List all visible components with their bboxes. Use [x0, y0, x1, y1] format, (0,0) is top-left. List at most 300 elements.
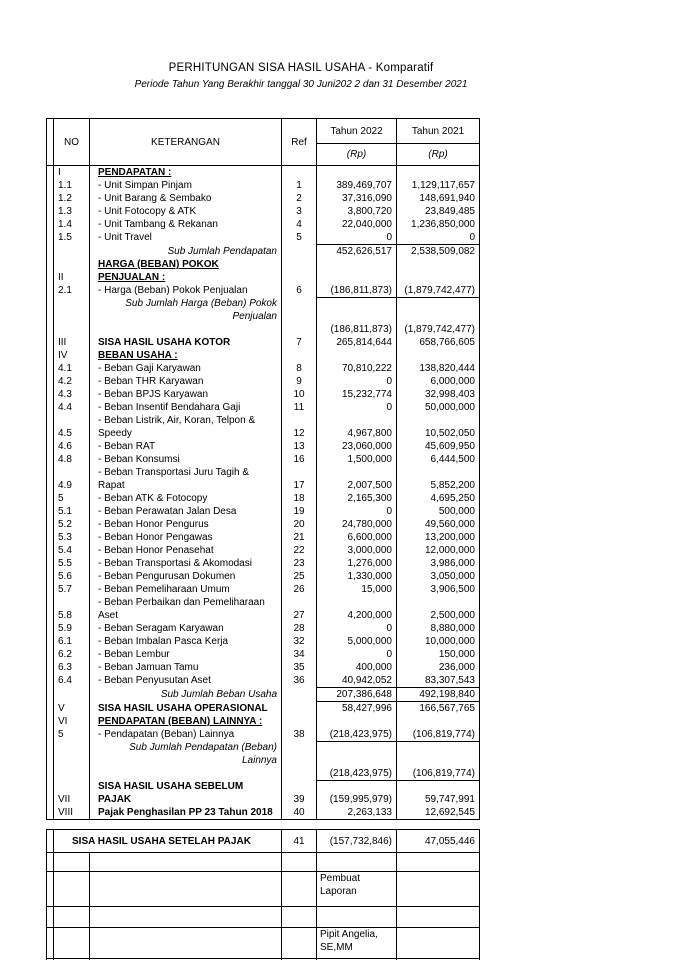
- signer-name-cell: Pipit Angelia, SE,MM: [317, 928, 397, 958]
- row-value-2022: 0: [317, 375, 397, 388]
- row-label: - Beban Imbalan Pasca Kerja: [90, 635, 282, 648]
- row-ref: 27: [282, 596, 317, 622]
- row-label: - Beban THR Karyawan: [90, 375, 282, 388]
- row-edge-cell: [47, 244, 54, 258]
- row-no: 4.3: [54, 388, 90, 401]
- row-label: - Beban Seragam Karyawan: [90, 622, 282, 635]
- table-row: [47, 179, 479, 192]
- table-row: [47, 622, 479, 635]
- row-label: - Unit Travel: [90, 231, 282, 244]
- row-label: PENDAPATAN :: [90, 166, 282, 179]
- row-value-2021: 12,692,545: [424, 807, 475, 818]
- shu-table: [46, 118, 480, 820]
- row-no: III: [54, 336, 90, 349]
- row-no: 5.8: [54, 596, 90, 622]
- table-row: [47, 205, 479, 218]
- row-value-2022: 400,000: [317, 661, 397, 674]
- row-edge-cell: [47, 780, 54, 806]
- table-header: [47, 119, 479, 166]
- row-edge-cell: [47, 648, 54, 661]
- header-year-2022-label: Tahun 2022: [317, 120, 396, 144]
- signature-spacer-row: [47, 853, 479, 872]
- row-edge-cell: [47, 570, 54, 583]
- row-ref: [282, 701, 317, 715]
- row-value-2021: 492,198,840: [397, 687, 479, 701]
- row-value-2021: 10,000,000: [424, 636, 475, 647]
- row-value-2021: [397, 166, 479, 179]
- row-label: Sub Jumlah Harga (Beban) Pokok Penjualan: [90, 297, 282, 336]
- row-value-2021: 49,560,000: [424, 519, 475, 530]
- total-ref: 41: [282, 830, 317, 852]
- row-value-2021: 166,567,765: [397, 701, 479, 715]
- row-ref: 19: [282, 505, 317, 518]
- row-label: - Pendapatan (Beban) Lainnya: [90, 728, 282, 741]
- row-edge-cell: [47, 635, 54, 648]
- row-label: - Beban ATK & Fotocopy: [90, 492, 282, 505]
- footer-cell: [397, 907, 479, 927]
- row-value-2021: 59,747,991: [397, 780, 479, 806]
- row-value-2022: 5,000,000: [317, 635, 397, 648]
- row-edge-cell: [47, 622, 54, 635]
- row-label: SISA HASIL USAHA OPERASIONAL: [90, 701, 282, 715]
- header-unit-rp-2022: (Rp): [346, 148, 367, 160]
- row-no: [54, 297, 90, 336]
- row-label: Sub Jumlah Pendapatan: [90, 244, 282, 258]
- row-label: - Unit Barang & Sembako: [90, 192, 282, 205]
- footer-cell: [282, 853, 317, 871]
- row-edge-cell: [47, 583, 54, 596]
- row-value-2022: 70,810,222: [317, 362, 397, 375]
- row-edge-cell: [47, 205, 54, 218]
- row-label: SISA HASIL USAHA KOTOR: [90, 336, 282, 349]
- footer-cell: [90, 907, 282, 927]
- row-label: - Unit Tambang & Rekanan: [90, 218, 282, 231]
- row-value-2021: 2,500,000: [430, 610, 475, 621]
- row-value-2022: 40,942,052: [317, 674, 397, 687]
- row-edge-cell: [47, 557, 54, 570]
- total-edge-cell: [47, 830, 54, 852]
- header-cell-keterangan: KETERANGAN: [90, 119, 282, 165]
- row-ref: 13: [282, 440, 317, 453]
- table-row: [47, 648, 479, 661]
- row-value-2022: (159,995,979): [317, 780, 397, 806]
- row-label: BEBAN USAHA :: [90, 349, 282, 362]
- row-edge-cell: [47, 231, 54, 244]
- report-subtitle: Periode Tahun Yang Berakhir tanggal 30 Juni202 2 dan 31 Desember 2021: [134, 79, 468, 90]
- row-value-2022: 0: [317, 401, 397, 414]
- row-no: 2.1: [54, 284, 90, 297]
- row-label: HARGA (BEBAN) POKOK PENJUALAN :: [90, 258, 282, 284]
- row-no: 6.3: [54, 661, 90, 674]
- row-edge-cell: [47, 701, 54, 715]
- row-value-2021: 1,236,850,000: [411, 219, 475, 230]
- row-edge-cell: [47, 596, 54, 622]
- maker-label-cell: Pembuat Laporan: [317, 872, 397, 906]
- table-row: [47, 336, 479, 349]
- row-value-2022: 389,469,707: [317, 179, 397, 192]
- row-ref: [282, 244, 317, 258]
- row-value-2022: (186,811,873): [317, 297, 397, 336]
- row-ref: 18: [282, 492, 317, 505]
- row-label: - Beban Honor Pengurus: [90, 518, 282, 531]
- footer-edge-cell: [47, 872, 54, 906]
- row-value-2021: (106,819,774): [397, 741, 479, 780]
- footer-cell: [282, 907, 317, 927]
- row-ref: 26: [282, 583, 317, 596]
- row-edge-cell: [47, 284, 54, 297]
- row-no: VIII: [54, 806, 90, 819]
- row-value-2022: 0: [317, 622, 397, 635]
- row-ref: [282, 258, 317, 284]
- row-no: 5: [54, 728, 90, 741]
- row-value-2022: 4,967,800: [317, 414, 397, 440]
- row-edge-cell: [47, 414, 54, 440]
- row-edge-cell: [47, 401, 54, 414]
- row-ref: 8: [282, 362, 317, 375]
- row-ref: 39: [282, 780, 317, 806]
- row-no: 5.6: [54, 570, 90, 583]
- row-edge-cell: [47, 258, 54, 284]
- row-edge-cell: [47, 192, 54, 205]
- row-edge-cell: [47, 715, 54, 728]
- row-ref: 36: [282, 674, 317, 687]
- row-value-2021: 236,000: [438, 662, 475, 673]
- row-no: 4.6: [54, 440, 90, 453]
- footer-cell: [397, 853, 479, 871]
- row-edge-cell: [47, 453, 54, 466]
- row-label: - Beban Perawatan Jalan Desa: [90, 505, 282, 518]
- row-label: - Beban Gaji Karyawan: [90, 362, 282, 375]
- table-row: [47, 557, 479, 570]
- row-ref: 6: [282, 284, 317, 297]
- row-no: 5.9: [54, 622, 90, 635]
- row-value-2022: 0: [317, 648, 397, 661]
- total-label: SISA HASIL USAHA SETELAH PAJAK: [54, 830, 282, 852]
- table-row: [47, 715, 479, 728]
- table-row: [47, 231, 479, 244]
- row-value-2022: 24,780,000: [317, 518, 397, 531]
- header-cell-no: NO: [54, 119, 90, 165]
- row-value-2022: 22,040,000: [317, 218, 397, 231]
- row-edge-cell: [47, 661, 54, 674]
- row-value-2022: (218,423,975): [317, 741, 397, 780]
- table-row: [47, 674, 479, 687]
- row-no: 4.1: [54, 362, 90, 375]
- row-ref: [282, 166, 317, 179]
- row-edge-cell: [47, 687, 54, 701]
- row-value-2021: 83,307,543: [424, 675, 475, 686]
- row-value-2021: 138,820,444: [419, 363, 475, 374]
- row-ref: 22: [282, 544, 317, 557]
- row-label: - Beban Insentif Bendahara Gaji: [90, 401, 282, 414]
- row-edge-cell: [47, 544, 54, 557]
- row-value-2021: 150,000: [438, 649, 475, 660]
- row-value-2021: 3,050,000: [430, 571, 475, 582]
- row-ref: 3: [282, 205, 317, 218]
- row-value-2022: 4,200,000: [317, 596, 397, 622]
- table-row: [47, 806, 479, 819]
- row-no: VII: [54, 780, 90, 806]
- row-edge-cell: [47, 466, 54, 492]
- row-no: 5: [54, 492, 90, 505]
- row-label: - Beban Honor Pengawas: [90, 531, 282, 544]
- table-row: [47, 492, 479, 505]
- row-ref: 28: [282, 622, 317, 635]
- row-value-2021: 13,200,000: [424, 532, 475, 543]
- row-ref: 11: [282, 401, 317, 414]
- row-value-2021: 12,000,000: [424, 545, 475, 556]
- row-value-2021: 2,538,509,082: [397, 244, 479, 258]
- row-no: V: [54, 701, 90, 715]
- row-no: I: [54, 166, 90, 179]
- row-no: 6.4: [54, 674, 90, 687]
- row-value-2021: 6,000,000: [430, 376, 475, 387]
- row-edge-cell: [47, 362, 54, 375]
- row-no: 4.4: [54, 401, 90, 414]
- row-no: 5.4: [54, 544, 90, 557]
- row-label: - Unit Simpan Pinjam: [90, 179, 282, 192]
- footer-edge-cell: [47, 928, 54, 958]
- row-ref: 5: [282, 231, 317, 244]
- table-row: [47, 414, 479, 440]
- row-ref: [282, 349, 317, 362]
- table-row: [47, 453, 479, 466]
- row-label: - Beban Pengurusan Dokumen: [90, 570, 282, 583]
- signature-area: [46, 853, 480, 960]
- row-edge-cell: [47, 492, 54, 505]
- row-ref: 2: [282, 192, 317, 205]
- row-value-2021: 8,880,000: [430, 623, 475, 634]
- row-no: 4.2: [54, 375, 90, 388]
- row-edge-cell: [47, 728, 54, 741]
- row-label: - Beban BPJS Karyawan: [90, 388, 282, 401]
- row-value-2021: 3,906,500: [430, 584, 475, 595]
- row-value-2021: [397, 715, 479, 728]
- row-value-2022: 2,263,133: [317, 806, 397, 819]
- row-ref: 12: [282, 414, 317, 440]
- row-no: VI: [54, 715, 90, 728]
- row-edge-cell: [47, 375, 54, 388]
- row-value-2021: 23,849,485: [424, 206, 475, 217]
- row-value-2021: 148,691,940: [419, 193, 475, 204]
- row-no: 1.3: [54, 205, 90, 218]
- table-row: [47, 258, 479, 284]
- table-row: [47, 362, 479, 375]
- table-body: [47, 166, 479, 819]
- table-row: [47, 583, 479, 596]
- table-row: [47, 505, 479, 518]
- row-value-2022: 2,165,300: [317, 492, 397, 505]
- row-value-2021: [397, 349, 479, 362]
- shu-statement: [46, 118, 480, 960]
- row-label: - Beban RAT: [90, 440, 282, 453]
- row-value-2021: 50,000,000: [424, 402, 475, 413]
- row-edge-cell: [47, 741, 54, 780]
- row-edge-cell: [47, 531, 54, 544]
- row-label: - Unit Fotocopy & ATK: [90, 205, 282, 218]
- signer-row: [47, 928, 479, 959]
- total-value-2022: (157,732,846): [317, 830, 397, 852]
- row-no: 1.1: [54, 179, 90, 192]
- row-edge-cell: [47, 674, 54, 687]
- row-label: - Beban Perbaikan dan Pemeliharaan Aset: [90, 596, 282, 622]
- table-row: [47, 297, 479, 336]
- table-row: [47, 570, 479, 583]
- row-no: 6.2: [54, 648, 90, 661]
- row-value-2022: 3,000,000: [317, 544, 397, 557]
- row-value-2021: 5,852,200: [430, 480, 475, 491]
- maker-row: [47, 872, 479, 907]
- footer-edge-cell: [47, 853, 54, 871]
- footer-cell: [54, 928, 90, 958]
- row-value-2022: 15,000: [317, 583, 397, 596]
- row-ref: 4: [282, 218, 317, 231]
- footer-cell: [90, 928, 282, 958]
- row-ref: 17: [282, 466, 317, 492]
- row-value-2022: 23,060,000: [317, 440, 397, 453]
- table-row: [47, 466, 479, 492]
- row-label: - Harga (Beban) Pokok Penjualan: [90, 284, 282, 297]
- footer-cell: [90, 853, 282, 871]
- row-no: 5.2: [54, 518, 90, 531]
- row-label: - Beban Penyusutan Aset: [90, 674, 282, 687]
- row-value-2021: 6,444,500: [430, 454, 475, 465]
- row-label: PENDAPATAN (BEBAN) LAINNYA :: [90, 715, 282, 728]
- row-no: 4.5: [54, 414, 90, 440]
- row-value-2021: [397, 258, 479, 284]
- row-value-2021: 32,998,403: [424, 389, 475, 400]
- row-edge-cell: [47, 518, 54, 531]
- row-ref: 40: [282, 806, 317, 819]
- row-value-2022: 1,330,000: [317, 570, 397, 583]
- row-value-2021: 4,695,250: [430, 493, 475, 504]
- row-value-2022: 37,316,090: [317, 192, 397, 205]
- row-ref: 16: [282, 453, 317, 466]
- row-value-2022: 207,386,648: [317, 687, 397, 701]
- total-value-2021: 47,055,446: [424, 835, 475, 847]
- row-ref: 34: [282, 648, 317, 661]
- footer-cell: [54, 853, 90, 871]
- row-label: - Beban Transportasi Juru Tagih & Rapat: [90, 466, 282, 492]
- row-ref: [282, 687, 317, 701]
- row-edge-cell: [47, 505, 54, 518]
- header-edge-cell: [47, 119, 54, 165]
- row-no: 4.8: [54, 453, 90, 466]
- row-value-2022: [317, 166, 397, 179]
- header-year-2021-label: Tahun 2021: [397, 120, 479, 144]
- footer-cell: [317, 907, 397, 927]
- row-ref: [282, 297, 317, 336]
- row-value-2021: (106,819,774): [412, 729, 475, 740]
- row-label: Sub Jumlah Beban Usaha: [90, 687, 282, 701]
- row-value-2021: 3,986,000: [430, 558, 475, 569]
- table-row: [47, 635, 479, 648]
- footer-cell: [90, 872, 282, 906]
- row-ref: 25: [282, 570, 317, 583]
- row-value-2021: 658,766,605: [419, 337, 475, 348]
- row-no: 5.3: [54, 531, 90, 544]
- table-row: [47, 284, 479, 297]
- row-value-2022: 452,626,517: [317, 244, 397, 258]
- table-row: [47, 518, 479, 531]
- row-value-2021: 1,129,117,657: [411, 180, 475, 191]
- row-ref: 35: [282, 661, 317, 674]
- row-label: SISA HASIL USAHA SEBELUM PAJAK: [90, 780, 282, 806]
- row-value-2022: [317, 349, 397, 362]
- report-title: PERHITUNGAN SISA HASIL USAHA - Komparatif: [168, 62, 434, 74]
- row-value-2021: 500,000: [438, 506, 475, 517]
- row-no: 1.4: [54, 218, 90, 231]
- row-label: - Beban Jamuan Tamu: [90, 661, 282, 674]
- table-row: [47, 531, 479, 544]
- header-cell-year-2021: [397, 119, 479, 165]
- row-value-2022: 0: [317, 505, 397, 518]
- row-value-2022: 265,814,644: [317, 336, 397, 349]
- row-ref: 38: [282, 728, 317, 741]
- row-ref: 7: [282, 336, 317, 349]
- table-row: [47, 218, 479, 231]
- row-value-2022: (218,423,975): [317, 728, 397, 741]
- row-no: 5.1: [54, 505, 90, 518]
- header-cell-ref: Ref: [282, 119, 317, 165]
- row-value-2021: (1,879,742,477): [404, 285, 475, 296]
- row-value-2021: 45,609,950: [424, 441, 475, 452]
- footer-cell: [282, 928, 317, 958]
- row-ref: 21: [282, 531, 317, 544]
- row-no: [54, 244, 90, 258]
- row-value-2022: (186,811,873): [317, 284, 397, 297]
- row-label: - Beban Pemeliharaan Umum: [90, 583, 282, 596]
- row-value-2021: 10,502,050: [424, 428, 475, 439]
- row-no: II: [54, 258, 90, 284]
- row-ref: 32: [282, 635, 317, 648]
- row-value-2022: 1,500,000: [317, 453, 397, 466]
- table-row: [47, 375, 479, 388]
- row-edge-cell: [47, 166, 54, 179]
- row-value-2022: 58,427,996: [317, 701, 397, 715]
- row-ref: 10: [282, 388, 317, 401]
- report-header: [46, 62, 556, 90]
- row-value-2022: 15,232,774: [317, 388, 397, 401]
- row-no: 1.5: [54, 231, 90, 244]
- row-value-2022: 3,800,720: [317, 205, 397, 218]
- table-row: [47, 440, 479, 453]
- row-no: [54, 741, 90, 780]
- table-row: [47, 166, 479, 179]
- footer-cell: [282, 872, 317, 906]
- row-edge-cell: [47, 336, 54, 349]
- row-no: 5.5: [54, 557, 90, 570]
- row-edge-cell: [47, 806, 54, 819]
- row-value-2021: 0: [469, 232, 475, 243]
- row-label: Sub Jumlah Pendapatan (Beban) Lainnya: [90, 741, 282, 780]
- table-row: [47, 701, 479, 715]
- row-no: 1.2: [54, 192, 90, 205]
- row-edge-cell: [47, 297, 54, 336]
- footer-cell: [397, 928, 479, 958]
- row-label: - Beban Konsumsi: [90, 453, 282, 466]
- row-no: 4.9: [54, 466, 90, 492]
- row-value-2022: 6,600,000: [317, 531, 397, 544]
- row-ref: [282, 741, 317, 780]
- row-ref: 1: [282, 179, 317, 192]
- row-ref: [282, 715, 317, 728]
- table-row: [47, 687, 479, 701]
- row-label: - Beban Honor Penasehat: [90, 544, 282, 557]
- row-value-2022: 0: [317, 231, 397, 244]
- row-no: 6.1: [54, 635, 90, 648]
- footer-cell: [317, 853, 397, 871]
